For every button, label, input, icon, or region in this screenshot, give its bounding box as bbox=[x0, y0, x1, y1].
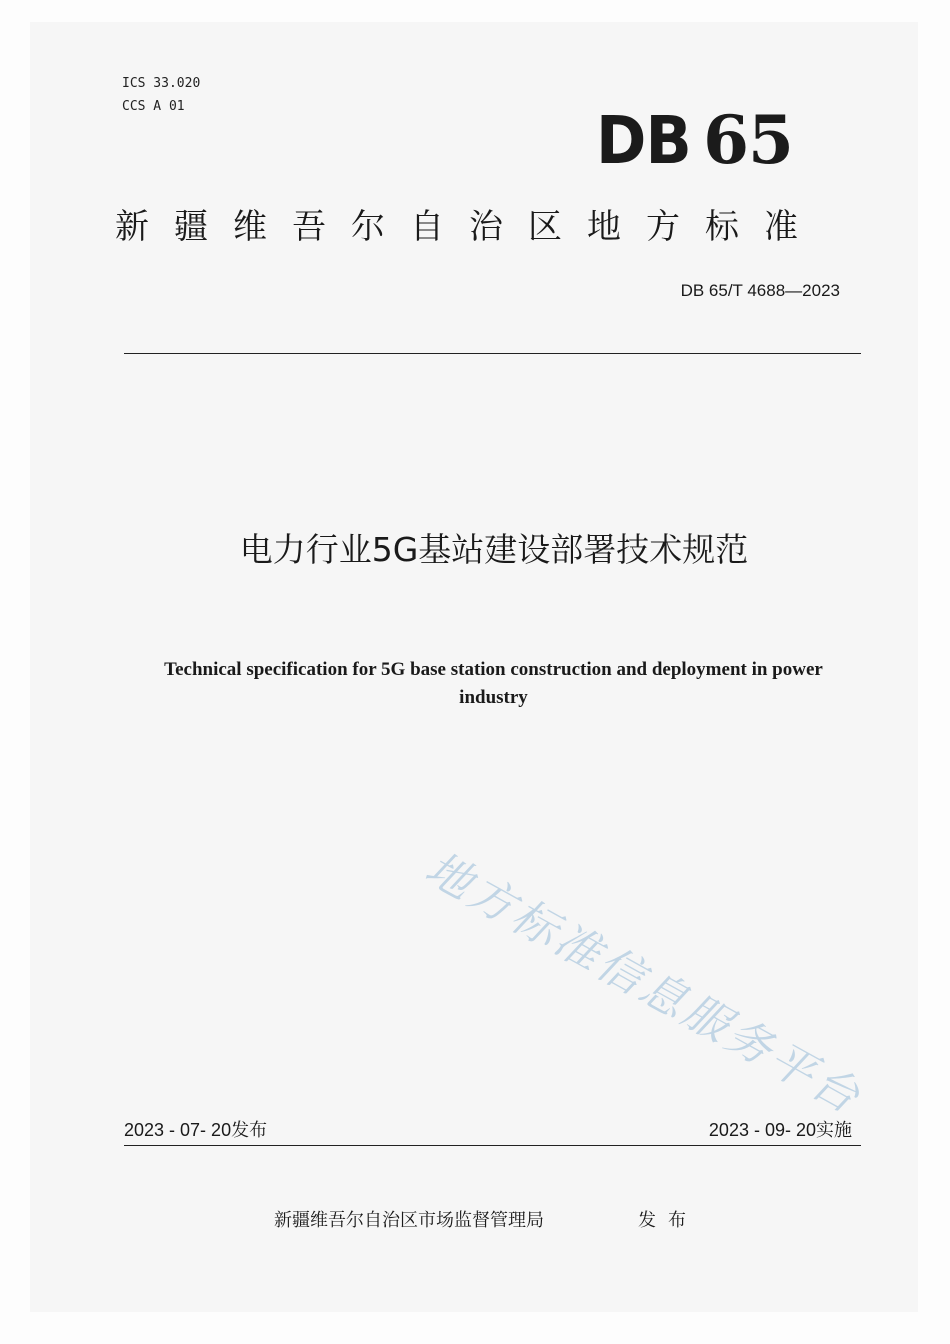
logo-prefix: DB bbox=[596, 102, 691, 179]
document-title-en: Technical specification for 5G base station construction and deployment in power industry bbox=[164, 659, 823, 708]
classification-codes bbox=[122, 72, 200, 118]
platform-watermark: 地方标准信息服务平台 bbox=[416, 841, 872, 1126]
issue-date: 2023 - 07- 20发布 bbox=[124, 1120, 268, 1140]
header-divider bbox=[124, 353, 861, 354]
implement-date: 2023 - 09- 20实施 bbox=[708, 1120, 852, 1140]
standard-category-title: 新疆维吾尔自治区地方标准 bbox=[115, 207, 823, 247]
footer-divider bbox=[124, 1145, 861, 1146]
publisher-name: 新疆维吾尔自治区市场监督管理局 bbox=[274, 1210, 544, 1231]
ics-code: ICS 33.020 bbox=[122, 76, 201, 91]
document-title-cn: 电力行业5G基站建设部署技术规范 bbox=[239, 530, 749, 569]
db65-logo bbox=[596, 101, 793, 179]
logo-number: 65 bbox=[703, 101, 793, 179]
standard-number: DB 65/T 4688—2023 bbox=[680, 281, 840, 300]
ccs-code: CCS A 01 bbox=[122, 99, 185, 114]
publish-label: 发布 bbox=[638, 1210, 698, 1231]
